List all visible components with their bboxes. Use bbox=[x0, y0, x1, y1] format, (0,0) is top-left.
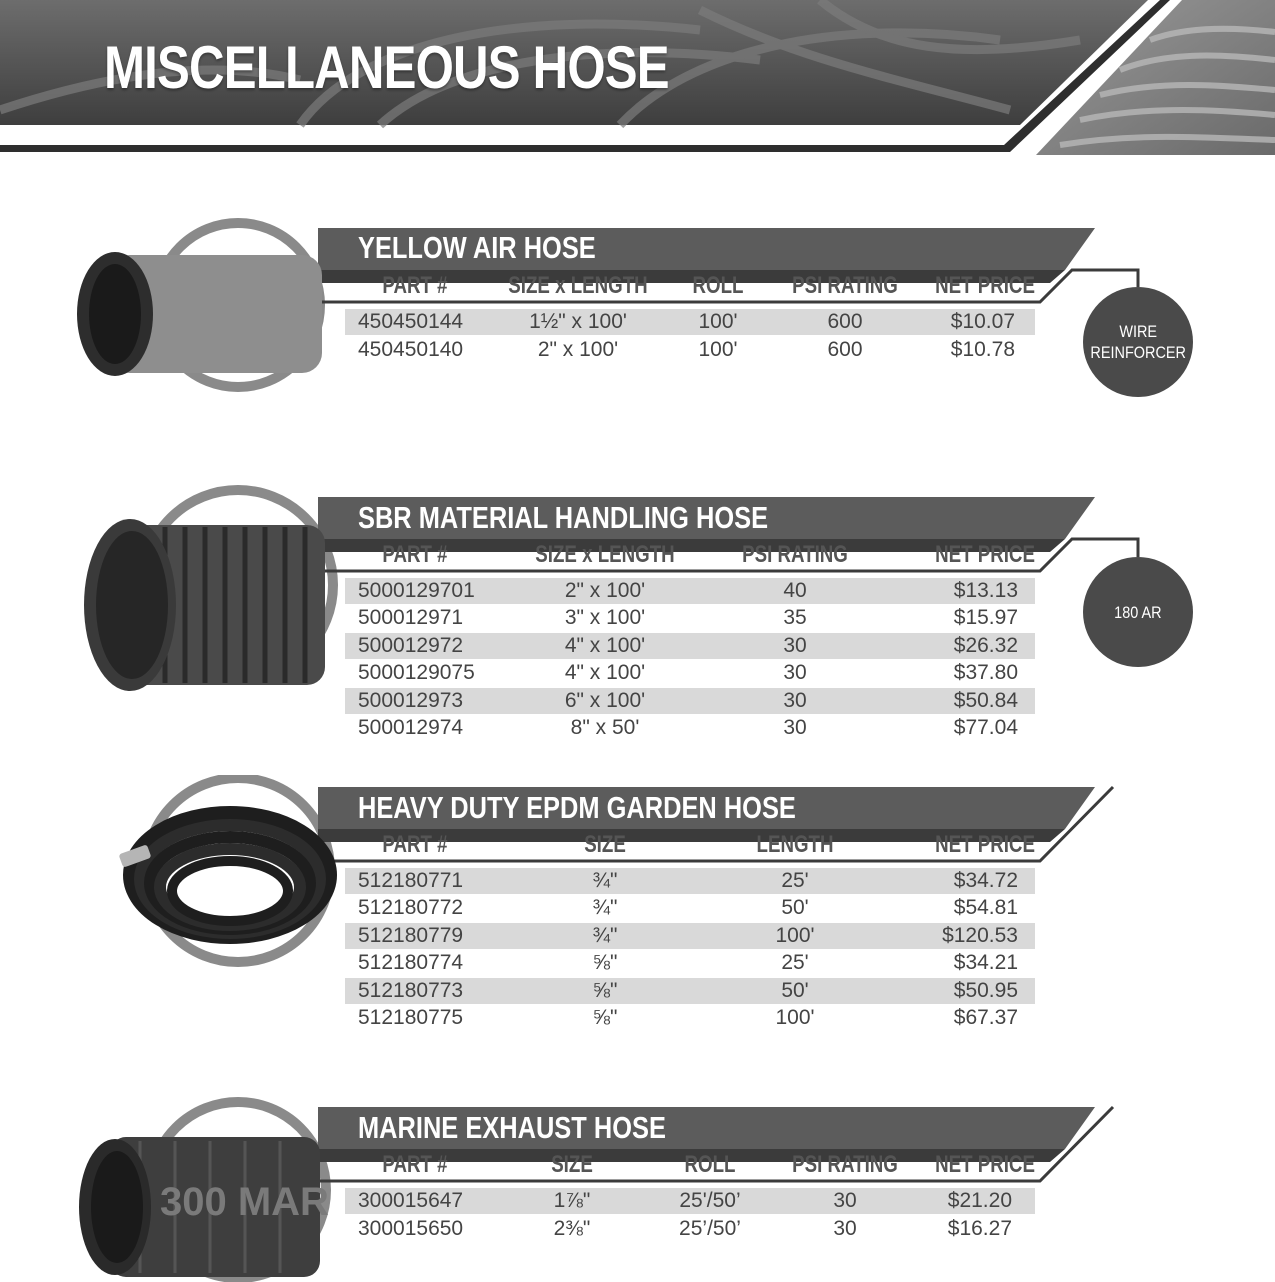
net-price: $26.32 bbox=[953, 634, 1018, 657]
col-header-size: SIZE bbox=[551, 1151, 593, 1178]
col-header-size: SIZE x LENGTH bbox=[508, 272, 648, 299]
size-length: 2" x 100' bbox=[537, 338, 619, 361]
coiled-garden-hose-icon bbox=[119, 813, 330, 937]
net-price: $16.27 bbox=[947, 1217, 1012, 1240]
feature-badge bbox=[1083, 557, 1193, 667]
col-header-roll: ROLL bbox=[692, 272, 744, 299]
part-number: 512180779 bbox=[358, 924, 464, 947]
col-header-psi: PSI RATING bbox=[742, 541, 848, 568]
part-number: 512180775 bbox=[358, 1006, 464, 1029]
net-price: $37.80 bbox=[953, 661, 1018, 684]
part-number: 5000129701 bbox=[358, 579, 475, 602]
part-number: 300015647 bbox=[358, 1189, 464, 1212]
length: 100' bbox=[775, 1006, 815, 1029]
page-title: MISCELLANEOUS HOSE bbox=[104, 34, 669, 101]
length: 25' bbox=[781, 951, 809, 974]
psi-rating: 40 bbox=[783, 579, 807, 602]
psi-rating: 600 bbox=[827, 338, 863, 361]
size-length: 4" x 100' bbox=[564, 661, 646, 684]
net-price: $10.07 bbox=[950, 310, 1015, 333]
net-price: $54.81 bbox=[953, 896, 1018, 919]
yellow-air-hose-icon bbox=[77, 252, 322, 376]
part-number: 512180774 bbox=[358, 951, 464, 974]
col-header-roll: ROLL bbox=[684, 1151, 736, 1178]
part-number: 500012974 bbox=[358, 716, 464, 739]
length: 50' bbox=[781, 979, 809, 1002]
part-number: 500012972 bbox=[358, 634, 464, 657]
section-title: SBR MATERIAL HANDLING HOSE bbox=[358, 500, 769, 535]
svg-text:300 MAR: 300 MAR bbox=[160, 1180, 329, 1224]
net-price: $15.97 bbox=[953, 606, 1018, 629]
net-price: $13.13 bbox=[953, 579, 1018, 602]
part-number: 300015650 bbox=[358, 1217, 464, 1240]
size-length: 8" x 50' bbox=[570, 716, 640, 739]
roll: 100' bbox=[698, 310, 738, 333]
psi-rating: 30 bbox=[783, 716, 807, 739]
roll: 100' bbox=[698, 338, 738, 361]
feature-badge bbox=[1083, 287, 1193, 397]
size: ¾" bbox=[592, 924, 618, 947]
size: 1⅞" bbox=[553, 1189, 591, 1212]
psi-rating: 30 bbox=[783, 634, 807, 657]
part-number: 450450140 bbox=[358, 338, 464, 361]
length: 50' bbox=[781, 896, 809, 919]
size: ⅝" bbox=[592, 979, 618, 1002]
col-header-psi: PSI RATING bbox=[792, 1151, 898, 1178]
col-header-length: LENGTH bbox=[756, 831, 834, 858]
size: ⅝" bbox=[592, 1006, 618, 1029]
part-number: 500012971 bbox=[358, 606, 464, 629]
net-price: $34.21 bbox=[953, 951, 1018, 974]
size: ¾" bbox=[592, 869, 618, 892]
col-header-size: SIZE bbox=[584, 831, 626, 858]
net-price: $50.95 bbox=[953, 979, 1018, 1002]
size-length: 3" x 100' bbox=[564, 606, 646, 629]
col-header-part: PART # bbox=[382, 272, 448, 299]
part-number: 5000129075 bbox=[358, 661, 475, 684]
size-length: 6" x 100' bbox=[564, 689, 646, 712]
col-header-part: PART # bbox=[382, 831, 448, 858]
marine-exhaust-hose-icon bbox=[79, 1137, 329, 1277]
net-price: $50.84 bbox=[953, 689, 1018, 712]
col-header-price: NET PRICE bbox=[935, 541, 1035, 568]
badge-text: WIRE REINFORCER bbox=[1090, 322, 1186, 362]
net-price: $77.04 bbox=[953, 716, 1018, 739]
section-title: MARINE EXHAUST HOSE bbox=[358, 1110, 666, 1145]
section-title: YELLOW AIR HOSE bbox=[358, 230, 596, 265]
col-header-size: SIZE x LENGTH bbox=[535, 541, 675, 568]
size-length: 4" x 100' bbox=[564, 634, 646, 657]
section-yellow-air-hose bbox=[0, 215, 1275, 405]
psi-rating: 30 bbox=[833, 1189, 857, 1212]
section-title: HEAVY DUTY EPDM GARDEN HOSE bbox=[358, 790, 796, 825]
size: 2⅜" bbox=[553, 1217, 591, 1240]
part-number: 500012973 bbox=[358, 689, 464, 712]
psi-rating: 30 bbox=[783, 689, 807, 712]
length: 25' bbox=[781, 869, 809, 892]
size: ¾" bbox=[592, 896, 618, 919]
net-price: $67.37 bbox=[953, 1006, 1018, 1029]
size-length: 2" x 100' bbox=[564, 579, 646, 602]
part-number: 512180772 bbox=[358, 896, 464, 919]
part-number: 450450144 bbox=[358, 310, 464, 333]
part-number: 512180773 bbox=[358, 979, 464, 1002]
header-banner bbox=[0, 0, 1275, 155]
corrugated-hose-icon bbox=[84, 519, 325, 691]
net-price: $21.20 bbox=[947, 1189, 1012, 1212]
col-header-price: NET PRICE bbox=[935, 1151, 1035, 1178]
psi-rating: 30 bbox=[783, 661, 807, 684]
psi-rating: 35 bbox=[783, 606, 807, 629]
section-sbr-material-handling-hose bbox=[0, 485, 1275, 745]
col-header-part: PART # bbox=[382, 541, 448, 568]
length: 100' bbox=[775, 924, 815, 947]
net-price: $34.72 bbox=[953, 869, 1018, 892]
roll: 25’/50’ bbox=[679, 1217, 741, 1240]
size-length: 1½" x 100' bbox=[529, 310, 627, 333]
roll: 25'/50’ bbox=[679, 1189, 741, 1212]
net-price: $120.53 bbox=[942, 924, 1018, 947]
section-epdm-garden-hose bbox=[0, 775, 1275, 1040]
psi-rating: 600 bbox=[827, 310, 863, 333]
col-header-price: NET PRICE bbox=[935, 272, 1035, 299]
col-header-price: NET PRICE bbox=[935, 831, 1035, 858]
badge-text: 180 AR bbox=[1114, 602, 1162, 622]
size: ⅝" bbox=[592, 951, 618, 974]
part-number: 512180771 bbox=[358, 869, 464, 892]
net-price: $10.78 bbox=[950, 338, 1015, 361]
section-marine-exhaust-hose bbox=[0, 1095, 1275, 1282]
col-header-part: PART # bbox=[382, 1151, 448, 1178]
col-header-psi: PSI RATING bbox=[792, 272, 898, 299]
psi-rating: 30 bbox=[833, 1217, 857, 1240]
